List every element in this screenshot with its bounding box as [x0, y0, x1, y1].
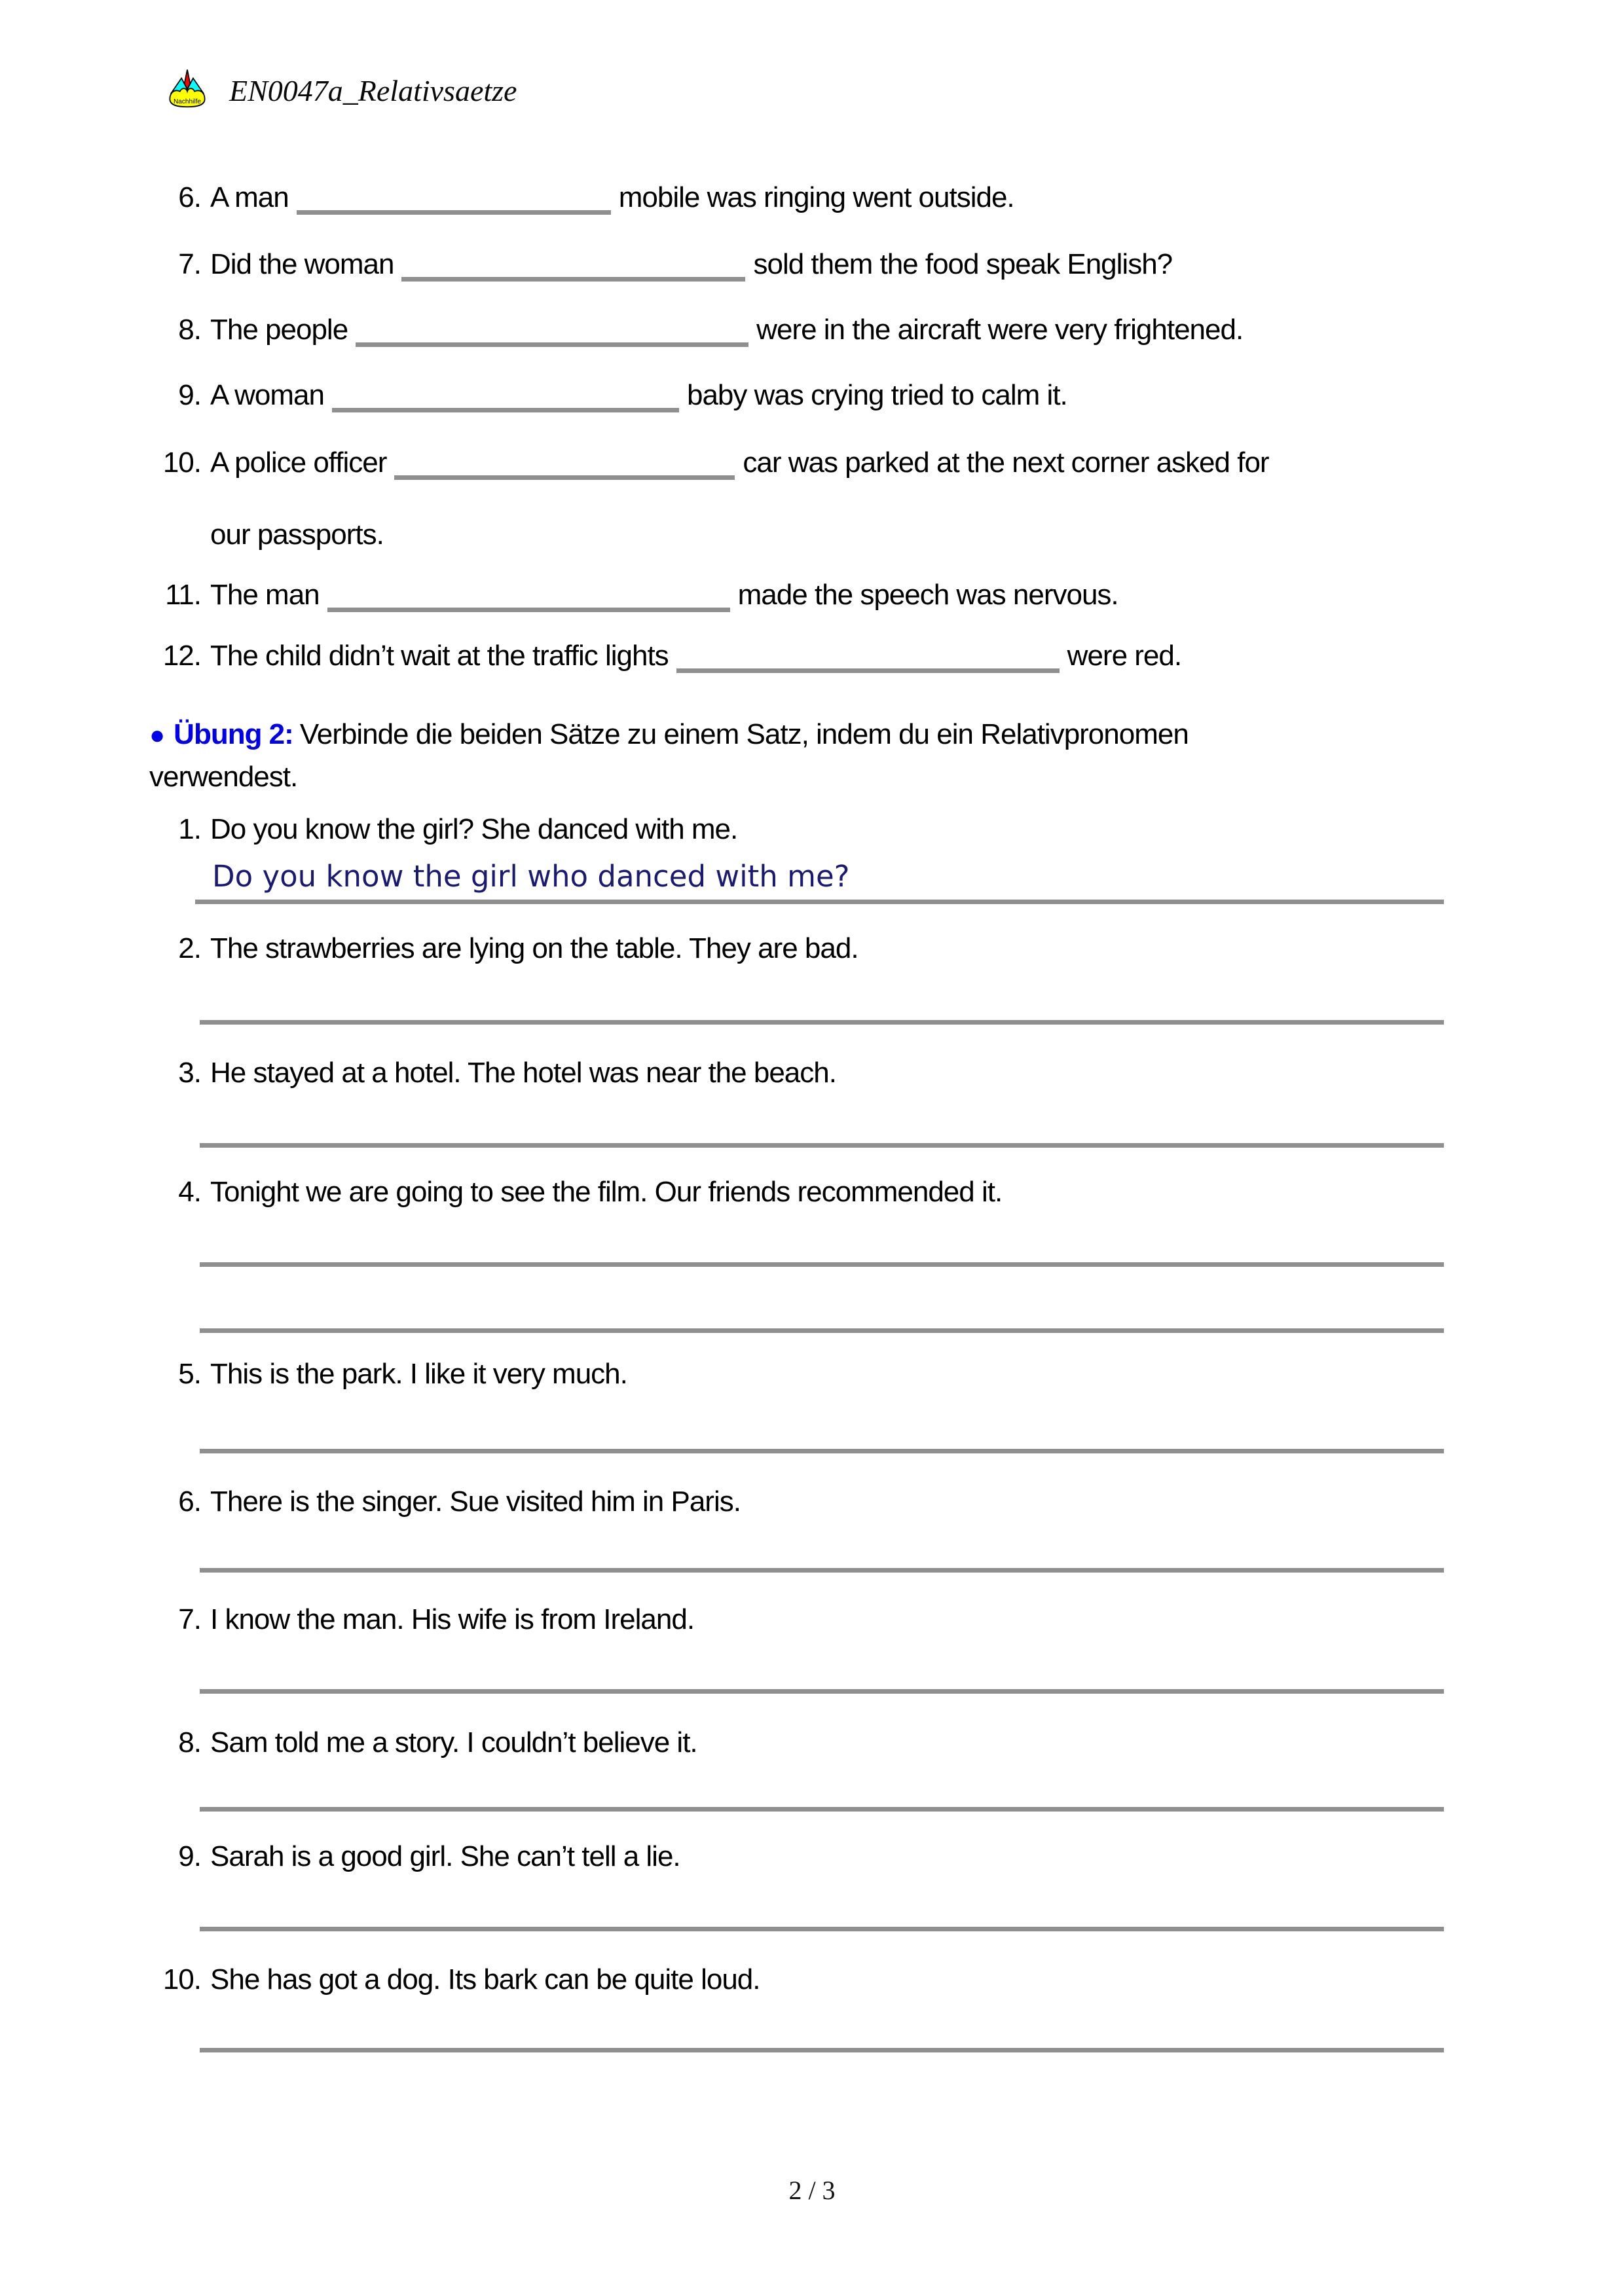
item-number: 1. [178, 813, 201, 845]
item-number: 5. [178, 1358, 201, 1390]
fill-in-blank[interactable] [356, 323, 748, 347]
bullet-icon: ● [149, 721, 165, 750]
ex2-item [147, 1056, 1465, 1090]
instruction-text-line1: Verbinde die beiden Sätze zu einem Satz, indem du ein Relativpronomen [299, 718, 1189, 750]
item-number: 8. [178, 314, 201, 346]
item-text: This is the park. I like it very much. [210, 1358, 627, 1390]
item-text-pre: The man [210, 579, 320, 611]
answer-line[interactable] [200, 1689, 1444, 1694]
item-number: 12. [162, 640, 201, 672]
exercise-label: Übung 2: [174, 718, 293, 750]
ex2-item [147, 1485, 1465, 1519]
item-number: 6. [178, 181, 201, 213]
answer-line[interactable] [200, 1807, 1444, 1812]
item-text-post: car was parked at the next corner asked for [743, 446, 1269, 479]
item-text [210, 639, 1465, 673]
item-text: Tonight we are going to see the film. Our friends recommended it. [210, 1176, 1003, 1208]
answer-line[interactable] [200, 1262, 1444, 1267]
item-text-pre: The people [210, 314, 348, 346]
answer-line[interactable] [200, 1143, 1444, 1148]
item-number: 3. [178, 1057, 201, 1089]
item-text-pre: Did the woman [210, 248, 394, 280]
item-text: Do you know the girl? She danced with me. [210, 813, 738, 845]
item-text: Sam told me a story. I couldn’t believe it. [210, 1726, 697, 1758]
item-text: She has got a dog. Its bark can be quite loud. [210, 1963, 760, 1995]
ex1-item [147, 181, 1465, 215]
answer-line[interactable] [200, 1020, 1444, 1025]
page-number: 2 / 3 [788, 2176, 836, 2205]
item-text [210, 313, 1465, 347]
item-text [210, 446, 1465, 552]
fill-in-blank[interactable] [332, 388, 679, 412]
ex1-item [147, 378, 1465, 412]
instruction-text-line2: verwendest. [149, 761, 298, 793]
fill-in-blank[interactable] [401, 257, 745, 282]
fill-in-blank[interactable] [327, 588, 730, 612]
answer-line[interactable] [200, 1328, 1444, 1333]
item-text: There is the singer. Sue visited him in Paris. [210, 1485, 741, 1518]
item-text: He stayed at a hotel. The hotel was near the beach. [210, 1057, 836, 1089]
item-number: 4. [178, 1176, 201, 1208]
item-text-post: made the speech was nervous. [737, 579, 1118, 611]
ex2-item [147, 1603, 1465, 1637]
item-number: 2. [178, 932, 201, 964]
item-text-post: mobile was ringing went outside. [618, 181, 1014, 213]
ex2-item [147, 812, 1465, 847]
ex1-item [147, 578, 1465, 612]
item-number: 9. [178, 1840, 201, 1872]
item-text [210, 578, 1465, 612]
item-text-post: baby was crying tried to calm it. [686, 379, 1067, 411]
exercise2-heading [149, 714, 1452, 797]
document-title: EN0047a_Relativsaetze [229, 74, 517, 107]
item-text-pre: The child didn’t wait at the traffic lights [210, 640, 669, 672]
answer-line[interactable] [195, 900, 1444, 904]
nachhilfe-logo-icon [168, 68, 207, 110]
item-text-post: were red. [1067, 640, 1182, 672]
ex2-item [147, 1840, 1465, 1874]
item-text: The strawberries are lying on the table. They are bad. [210, 932, 858, 964]
item-text: I know the man. His wife is from Ireland. [210, 1603, 695, 1635]
ex2-item [147, 1175, 1465, 1209]
ex2-item [147, 932, 1465, 966]
ex1-item [147, 313, 1465, 347]
item-text [210, 247, 1465, 282]
item-text [210, 181, 1465, 215]
item-number: 9. [178, 379, 201, 411]
logo-text: Nachhilfe [174, 98, 201, 105]
answer-line[interactable] [200, 1927, 1444, 1931]
item-number: 11. [165, 579, 201, 611]
ex2-item [147, 1963, 1465, 1997]
item-number: 10. [162, 446, 201, 479]
ex2-item [147, 1357, 1465, 1391]
item-text-post: were in the aircraft were very frightened. [756, 314, 1244, 346]
item-text-continuation: our passports. [210, 519, 384, 551]
fill-in-blank[interactable] [676, 649, 1060, 673]
item-text-pre: A woman [210, 379, 324, 411]
item-text: Sarah is a good girl. She can’t tell a lie. [210, 1840, 680, 1872]
fill-in-blank[interactable] [297, 191, 611, 215]
item-number: 6. [178, 1485, 201, 1518]
item-number: 8. [178, 1726, 201, 1758]
handwritten-answer: Do you know the girl who danced with me? [212, 859, 850, 894]
ex1-item [147, 247, 1465, 282]
item-number: 7. [178, 1603, 201, 1635]
ex1-item [147, 446, 1465, 552]
ex2-item [147, 1726, 1465, 1760]
item-number: 10. [162, 1963, 201, 1995]
item-text-pre: A police officer [210, 446, 387, 479]
fill-in-blank[interactable] [394, 456, 735, 480]
item-text [210, 378, 1465, 412]
answer-line[interactable] [200, 1568, 1444, 1573]
answer-line[interactable] [200, 2048, 1444, 2052]
item-text-pre: A man [210, 181, 289, 213]
item-number: 7. [178, 248, 201, 280]
ex1-item [147, 639, 1465, 673]
answer-line[interactable] [200, 1449, 1444, 1453]
item-text-post: sold them the food speak English? [753, 248, 1173, 280]
